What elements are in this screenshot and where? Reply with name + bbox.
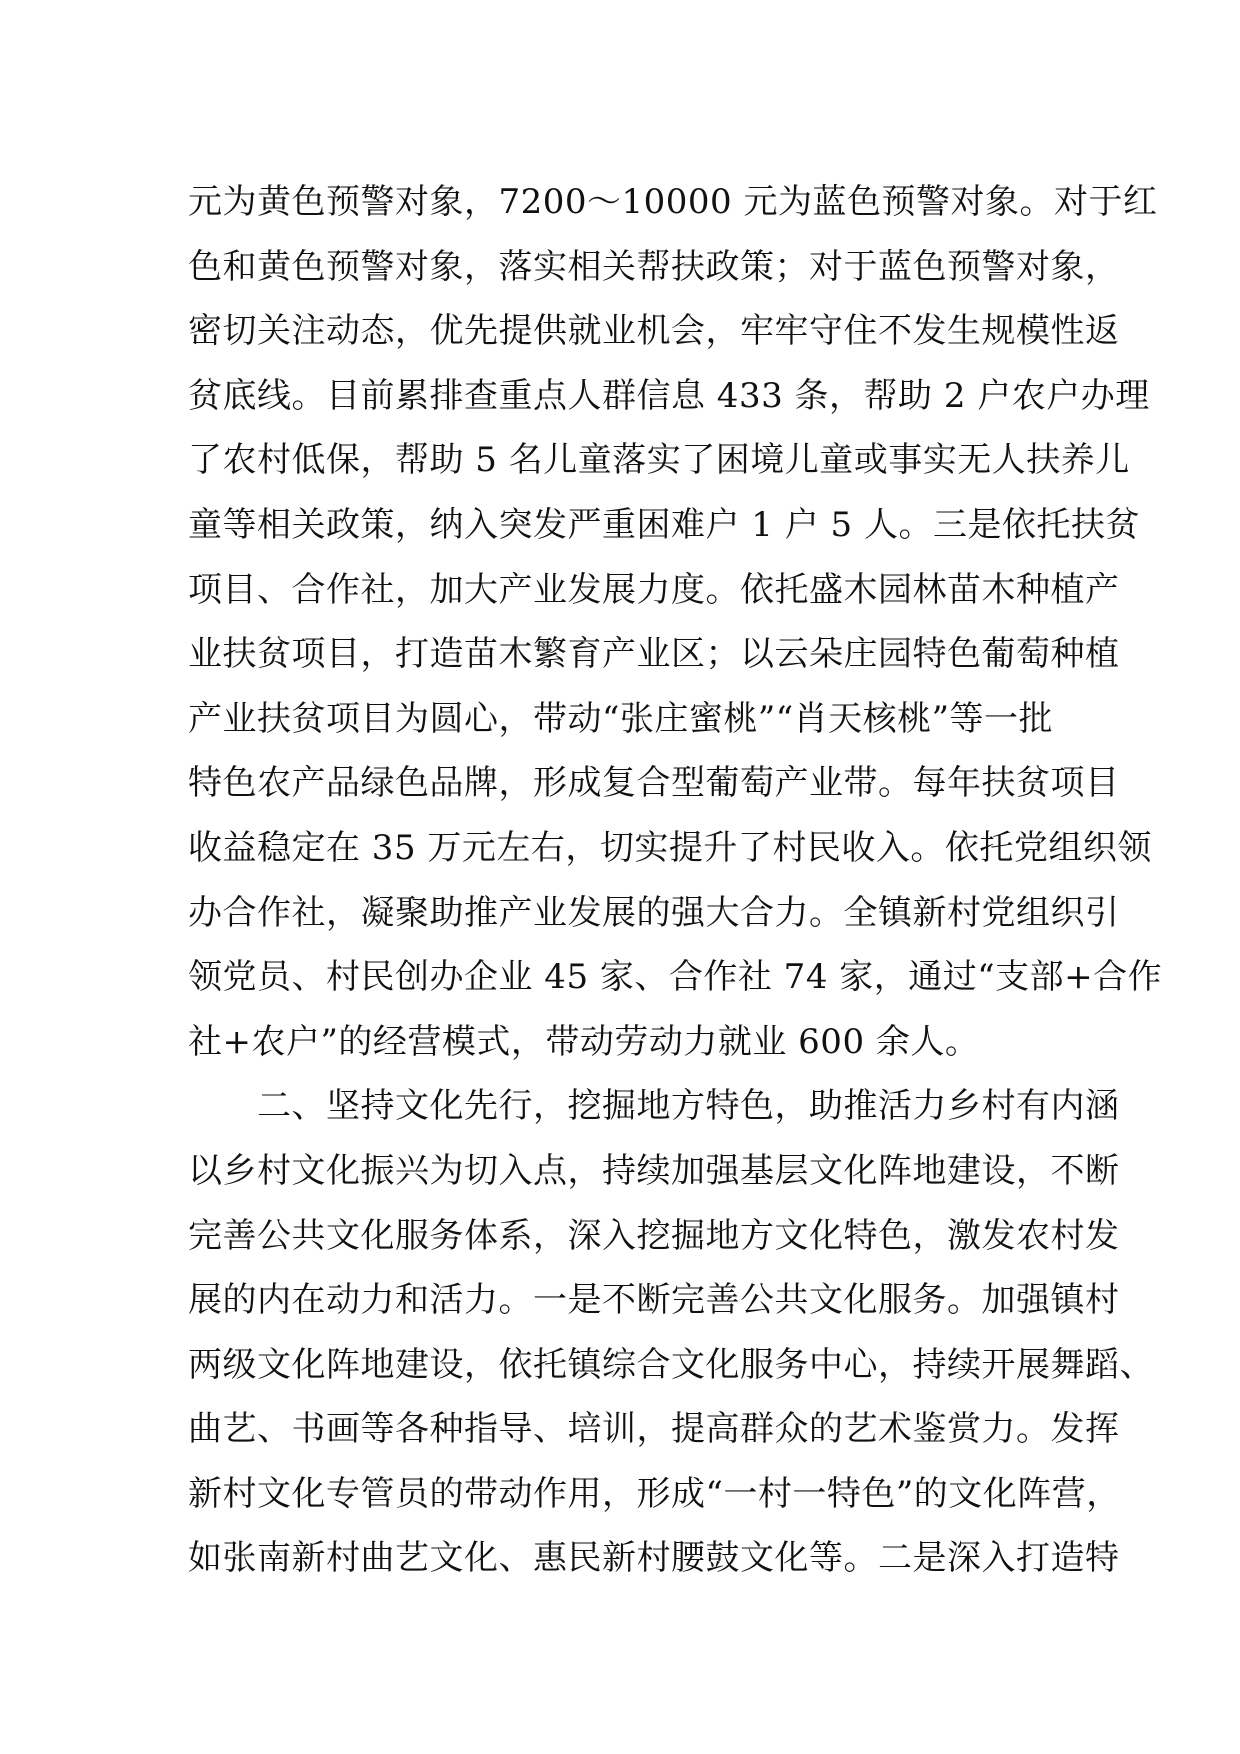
text-line: 展的内在动力和活力。一是不断完善公共文化服务。加强镇村 bbox=[188, 1280, 1120, 1321]
text-line: 曲艺、书画等各种指导、培训，提高群众的艺术鉴赏力。发挥 bbox=[188, 1409, 1120, 1450]
text-line: 项目、合作社，加大产业发展力度。依托盛木园林苗木种植产 bbox=[188, 569, 1120, 610]
text-line: 童等相关政策，纳入突发严重困难户 1 户 5 人。三是依托扶贫 bbox=[188, 504, 1140, 545]
text-line: 色和黄色预警对象，落实相关帮扶政策；对于蓝色预警对象， bbox=[188, 246, 1120, 287]
text-line: 了农村低保，帮助 5 名儿童落实了困境儿童或事实无人扶养儿 bbox=[188, 440, 1130, 481]
text-line: 产业扶贫项目为圆心，带动“张庄蜜桃”“肖天核桃”等一批 bbox=[188, 698, 1054, 739]
text-line: 收益稳定在 35 万元左右，切实提升了村民收入。依托党组织领 bbox=[188, 827, 1152, 868]
text-line: 社+农户”的经营模式，带动劳动力就业 600 余人。 bbox=[188, 1021, 980, 1062]
section-heading: 二、坚持文化先行，挖掘地方特色，助推活力乡村有内涵 bbox=[188, 1086, 1120, 1127]
body-text bbox=[188, 170, 1163, 1591]
text-line: 新村文化专管员的带动作用，形成“一村一特色”的文化阵营， bbox=[188, 1473, 1121, 1514]
text-line: 办合作社，凝聚助推产业发展的强大合力。全镇新村党组织引 bbox=[188, 892, 1120, 933]
text-line: 如张南新村曲艺文化、惠民新村腰鼓文化等。二是深入打造特 bbox=[188, 1538, 1120, 1579]
text-line: 领党员、村民创办企业 45 家、合作社 74 家，通过“支部+合作 bbox=[188, 957, 1163, 998]
text-line: 以乡村文化振兴为切入点，持续加强基层文化阵地建设，不断 bbox=[188, 1150, 1120, 1191]
text-line: 元为黄色预警对象，7200～10000 元为蓝色预警对象。对于红 bbox=[188, 182, 1158, 222]
text-line: 两级文化阵地建设，依托镇综合文化服务中心，持续开展舞蹈、 bbox=[188, 1344, 1154, 1385]
text-line: 完善公共文化服务体系，深入挖掘地方文化特色，激发农村发 bbox=[188, 1215, 1120, 1256]
text-line: 密切关注动态，优先提供就业机会，牢牢守住不发生规模性返 bbox=[188, 311, 1120, 352]
text-line: 特色农产品绿色品牌，形成复合型葡萄产业带。每年扶贫项目 bbox=[188, 763, 1120, 804]
text-line: 贫底线。目前累排查重点人群信息 433 条，帮助 2 户农户办理 bbox=[188, 375, 1150, 416]
text-line: 业扶贫项目，打造苗木繁育产业区；以云朵庄园特色葡萄种植 bbox=[188, 634, 1120, 675]
